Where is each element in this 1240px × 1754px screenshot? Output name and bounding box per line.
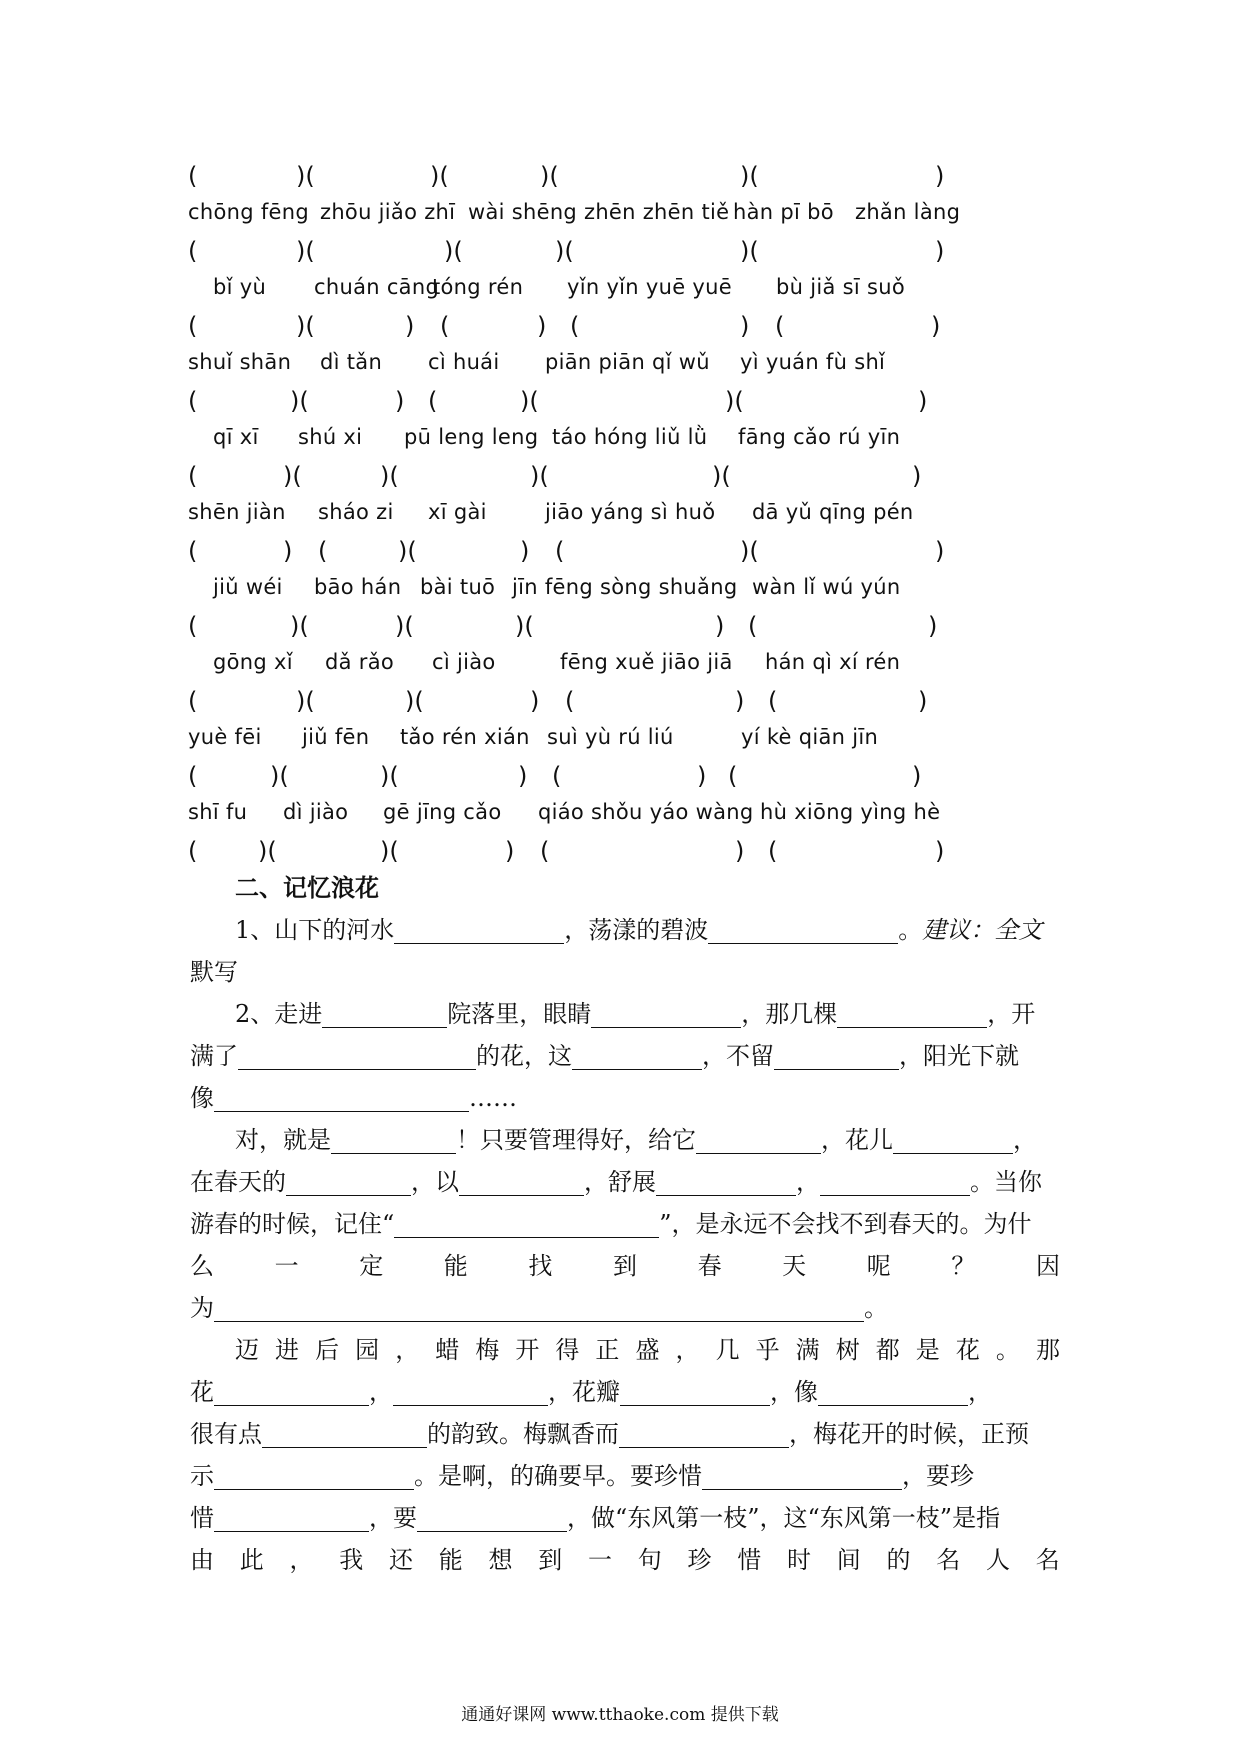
- text: ，: [369, 1378, 393, 1406]
- bracket: )(: [270, 762, 289, 790]
- pinyin-word: fāng cǎo rú yīn: [738, 425, 901, 449]
- paragraph-2-line-2: [190, 1162, 1060, 1202]
- paragraph-3-line-4: [190, 1456, 1060, 1496]
- bracket: )(: [395, 612, 414, 640]
- paragraph-2-line-1: [235, 1120, 1060, 1160]
- text: ，梅花开的时候，正预: [789, 1420, 1029, 1448]
- bracket: )(: [296, 312, 315, 340]
- text: 花: [190, 1378, 214, 1406]
- answer-blank[interactable]: [619, 1419, 789, 1448]
- bracket: )(: [296, 162, 315, 190]
- text: 的花，这: [476, 1042, 572, 1070]
- text: 的韵致。梅飘香而: [427, 1420, 619, 1448]
- pinyin-word: shú xi: [298, 425, 363, 449]
- bracket: )(: [398, 537, 417, 565]
- pinyin-word: jiāo yáng sì huǒ: [545, 500, 716, 524]
- answer-blank[interactable]: [417, 1503, 567, 1532]
- bracket: )(: [258, 837, 277, 865]
- pinyin-word: wài shēng: [468, 200, 578, 224]
- bracket: (: [555, 537, 565, 565]
- answer-blank[interactable]: [393, 1377, 548, 1406]
- pinyin-word: yì yuán fù shǐ: [740, 350, 886, 374]
- pinyin-word: chuán cāng: [314, 275, 440, 299]
- bracket: )(: [290, 612, 309, 640]
- bracket: ): [935, 837, 945, 865]
- pinyin-word: dā yǔ qīng pén: [752, 500, 914, 524]
- bracket: ): [735, 837, 745, 865]
- answer-blank[interactable]: [214, 1293, 864, 1322]
- bracket: )(: [296, 237, 315, 265]
- section-heading: 二、记忆浪花: [235, 874, 379, 902]
- char: 树: [835, 1336, 860, 1364]
- suggestion-note: 建议：全文: [922, 916, 1043, 944]
- pinyin-word: shēn jiàn: [188, 500, 286, 524]
- char: 人: [986, 1546, 1010, 1574]
- text: ，花瓣: [548, 1378, 620, 1406]
- pinyin-row-6: [0, 571, 1240, 607]
- char: 此: [239, 1546, 264, 1574]
- bracket: (: [188, 687, 198, 715]
- pinyin-row-7: [0, 646, 1240, 682]
- bracket: ): [405, 312, 415, 340]
- char: 呢: [866, 1252, 891, 1280]
- bracket: )(: [712, 462, 731, 490]
- bracket: ): [935, 162, 945, 190]
- answer-blank[interactable]: [214, 1083, 469, 1112]
- pinyin-row-4: [0, 421, 1240, 457]
- pinyin-word: piān piān qǐ wǔ: [545, 350, 710, 374]
- answer-blank[interactable]: [818, 1377, 968, 1406]
- text: ”，是永远不会找不到春天的。为什: [659, 1210, 1032, 1238]
- pinyin-row-5: [0, 496, 1240, 532]
- bracket: (: [188, 237, 198, 265]
- pinyin-row-3: [0, 346, 1240, 382]
- char: 么: [190, 1252, 214, 1280]
- pinyin-word: pū leng leng: [404, 425, 539, 449]
- bracket: (: [565, 687, 575, 715]
- pinyin-word: yuè fēi: [188, 725, 262, 749]
- pinyin-row-8: [0, 721, 1240, 757]
- char: 时: [787, 1546, 811, 1574]
- bracket: )(: [380, 762, 399, 790]
- char: 天: [782, 1252, 807, 1280]
- bracket: )(: [290, 387, 309, 415]
- char: 惜: [737, 1546, 762, 1574]
- bracket: ): [520, 537, 530, 565]
- bracket: )(: [520, 387, 539, 415]
- text: 为: [190, 1294, 214, 1322]
- bracket-row-4: [0, 385, 1240, 421]
- char: 能: [438, 1546, 463, 1574]
- char: 蜡: [435, 1336, 460, 1364]
- pinyin-word: tóng rén: [432, 275, 524, 299]
- char: 名: [936, 1546, 961, 1574]
- char: 我: [339, 1546, 364, 1574]
- char: 满: [795, 1336, 820, 1364]
- pinyin-word: cì jiào: [432, 650, 496, 674]
- char: 园: [355, 1336, 380, 1364]
- answer-blank[interactable]: [591, 999, 741, 1028]
- paragraph-2-line-3: [190, 1204, 1060, 1244]
- answer-blank[interactable]: [214, 1503, 369, 1532]
- char: 句: [637, 1546, 662, 1574]
- char: 能: [443, 1252, 468, 1280]
- pinyin-word: sháo zi: [318, 500, 394, 524]
- question-2-line-2: [190, 1036, 1060, 1076]
- text: 游春的时候，记住“: [190, 1210, 395, 1238]
- text: 很有点: [190, 1420, 262, 1448]
- bracket: (: [728, 762, 738, 790]
- char: 间: [836, 1546, 861, 1574]
- text: 示: [190, 1462, 214, 1490]
- pinyin-word: bù jiǎ sī suǒ: [776, 275, 905, 299]
- char: 名: [1035, 1546, 1060, 1574]
- answer-blank[interactable]: [696, 1125, 821, 1154]
- bracket-row-1: [0, 160, 1240, 196]
- pinyin-word: jiǔ wéi: [213, 575, 283, 599]
- bracket: ): [697, 762, 707, 790]
- char: 的: [886, 1546, 911, 1574]
- bracket: )(: [555, 237, 574, 265]
- bracket-row-6: [0, 535, 1240, 571]
- pinyin-word: yí kè qiān jīn: [741, 725, 879, 749]
- bracket: (: [775, 312, 785, 340]
- bracket: )(: [380, 837, 399, 865]
- bracket: )(: [725, 387, 744, 415]
- bracket-row-2: [0, 235, 1240, 271]
- text: 像: [190, 1084, 214, 1112]
- bracket: ): [935, 537, 945, 565]
- pinyin-word: shuǐ shān: [188, 350, 292, 374]
- text: ，: [796, 1168, 820, 1196]
- bracket: ): [395, 387, 405, 415]
- char: 到: [538, 1546, 563, 1574]
- pinyin-word: yǐn yǐn yuē yuē: [567, 275, 732, 299]
- question-1-line-2: 默写: [190, 958, 238, 986]
- page-footer: 通通好课网 www.tthaoke.com 提供下载: [461, 1705, 779, 1725]
- text: 。: [864, 1294, 888, 1322]
- char: 由: [190, 1546, 214, 1574]
- pinyin-word: chōng fēng: [188, 200, 309, 224]
- bracket: (: [768, 687, 778, 715]
- bracket: ): [283, 537, 293, 565]
- pinyin-word: bāo hán: [314, 575, 402, 599]
- answer-blank[interactable]: [459, 1167, 584, 1196]
- bracket: (: [428, 387, 438, 415]
- bracket: ): [918, 387, 928, 415]
- pinyin-word: bài tuō: [420, 575, 496, 599]
- char: 进: [275, 1336, 300, 1364]
- answer-blank[interactable]: [394, 915, 564, 944]
- text: ，以: [411, 1168, 459, 1196]
- text: ……: [469, 1084, 517, 1112]
- pinyin-word: gē jīng cǎo: [383, 800, 502, 824]
- answer-blank[interactable]: [572, 1041, 702, 1070]
- bracket: (: [188, 537, 198, 565]
- bracket: ): [518, 762, 528, 790]
- pinyin-word: dì jiào: [283, 800, 349, 824]
- bracket: )(: [430, 162, 449, 190]
- bracket: (: [318, 537, 328, 565]
- answer-blank[interactable]: [620, 1377, 770, 1406]
- char: 因: [1035, 1252, 1060, 1280]
- bracket: )(: [530, 462, 549, 490]
- answer-blank[interactable]: [286, 1167, 411, 1196]
- char: 想: [488, 1546, 513, 1574]
- bracket: )(: [515, 612, 534, 640]
- char: 开: [515, 1336, 540, 1364]
- question-1-line-1: [235, 910, 1060, 950]
- char: ？: [951, 1252, 976, 1280]
- bracket-row-10: [0, 835, 1240, 871]
- pinyin-word: zhēn zhēn tiě: [584, 200, 730, 224]
- char: 得: [555, 1336, 580, 1364]
- paragraph-3-line-3: [190, 1414, 1060, 1454]
- pinyin-word: jiǔ fēn: [302, 725, 370, 749]
- text: ，舒展: [584, 1168, 656, 1196]
- char: 那: [1035, 1336, 1060, 1364]
- answer-blank[interactable]: [837, 999, 987, 1028]
- bracket-row-7: [0, 610, 1240, 646]
- char: ，: [675, 1336, 700, 1364]
- answer-blank[interactable]: [708, 915, 898, 944]
- bracket: ): [505, 837, 515, 865]
- bracket: ): [715, 612, 725, 640]
- pinyin-word: dǎ rǎo: [325, 650, 395, 674]
- char: 一: [588, 1546, 612, 1574]
- text: 在春天的: [190, 1168, 286, 1196]
- bracket: )(: [740, 237, 759, 265]
- bracket-row-8: [0, 685, 1240, 721]
- text: 对，就是: [235, 1126, 331, 1154]
- question-2-line-3: [190, 1078, 1060, 1118]
- bracket: (: [540, 837, 550, 865]
- bracket: )(: [405, 687, 424, 715]
- bracket: (: [552, 762, 562, 790]
- text: 惜: [190, 1504, 214, 1532]
- pinyin-row-1: [0, 196, 1240, 232]
- pinyin-word: xī gài: [428, 500, 487, 524]
- bracket: (: [748, 612, 758, 640]
- char: 正: [595, 1336, 620, 1364]
- bracket: (: [570, 312, 580, 340]
- bracket: )(: [444, 237, 463, 265]
- bracket: (: [188, 462, 198, 490]
- bracket: )(: [296, 687, 315, 715]
- paragraph-3-line-2: [190, 1372, 1060, 1412]
- answer-blank[interactable]: [322, 999, 447, 1028]
- pinyin-word: jīn fēng sòng shuǎng: [512, 575, 738, 599]
- char: 盛: [635, 1336, 660, 1364]
- char: 。: [995, 1336, 1020, 1364]
- text: 。是啊，的确要早。要珍惜: [414, 1462, 702, 1490]
- text: ，: [1013, 1126, 1037, 1154]
- paragraph-2-line-4: [190, 1246, 1060, 1286]
- char: 珍: [687, 1546, 712, 1574]
- answer-blank[interactable]: [702, 1461, 902, 1490]
- paragraph-3-line-6: [190, 1540, 1060, 1580]
- pinyin-word: fēng xuě jiāo jiā: [560, 650, 733, 674]
- bracket: ): [935, 237, 945, 265]
- text: 满了: [190, 1042, 238, 1070]
- paragraph-3-line-1: [235, 1330, 1060, 1370]
- bracket: (: [188, 162, 198, 190]
- text: ，做“东风第一枝”，这“东风第一枝”是指: [567, 1504, 1001, 1532]
- paragraph-2-line-5: [190, 1288, 1060, 1328]
- bracket: ): [740, 312, 750, 340]
- bracket: )(: [740, 537, 759, 565]
- bracket: )(: [380, 462, 399, 490]
- pinyin-word: wàn lǐ wú yún: [752, 575, 901, 599]
- char: 找: [528, 1252, 553, 1280]
- bracket: ): [537, 312, 547, 340]
- bracket: ): [928, 612, 938, 640]
- char: 花: [955, 1336, 980, 1364]
- answer-blank[interactable]: [394, 1209, 659, 1238]
- paragraph-3-line-5: [190, 1498, 1060, 1538]
- pinyin-word: qī xī: [213, 425, 259, 449]
- char: ，: [289, 1546, 314, 1574]
- question-2-line-1: [235, 994, 1060, 1034]
- char: 后: [315, 1336, 340, 1364]
- char: 都: [875, 1336, 900, 1364]
- bracket: ): [912, 462, 922, 490]
- bracket: ): [931, 312, 941, 340]
- bracket: (: [188, 612, 198, 640]
- text: ，要: [369, 1504, 417, 1532]
- pinyin-word: zhōu jiǎo zhī: [320, 200, 456, 224]
- bracket: (: [188, 762, 198, 790]
- bracket: )(: [283, 462, 302, 490]
- char: 定: [359, 1252, 384, 1280]
- answer-blank[interactable]: [656, 1167, 796, 1196]
- text: 1、山下的河水: [235, 916, 395, 944]
- bracket-row-3: [0, 310, 1240, 346]
- char: 春: [697, 1252, 722, 1280]
- text: ，不留: [702, 1042, 774, 1070]
- text: ！只要管理得好，给它: [456, 1126, 696, 1154]
- bracket: ): [912, 762, 922, 790]
- bracket: ): [735, 687, 745, 715]
- pinyin-word: bǐ yù: [213, 275, 267, 299]
- bracket: ): [918, 687, 928, 715]
- pinyin-word: hàn pī bō: [733, 200, 834, 224]
- text: ，像: [770, 1378, 818, 1406]
- bracket: )(: [540, 162, 559, 190]
- char: 是: [915, 1336, 940, 1364]
- pinyin-word: dì tǎn: [320, 350, 383, 374]
- answer-blank[interactable]: [238, 1041, 476, 1070]
- answer-blank[interactable]: [331, 1125, 456, 1154]
- text: 2、走进: [235, 1000, 323, 1028]
- pinyin-word: táo hóng liǔ lǜ: [552, 425, 708, 449]
- answer-blank[interactable]: [774, 1041, 899, 1070]
- bracket: (: [440, 312, 450, 340]
- pinyin-word: shī fu: [188, 800, 248, 824]
- pinyin-word: tǎo rén xián: [400, 725, 530, 749]
- text: 。: [898, 916, 923, 944]
- answer-blank[interactable]: [262, 1419, 427, 1448]
- text: ，那几棵: [741, 1000, 838, 1028]
- char: 到: [612, 1252, 637, 1280]
- answer-blank[interactable]: [214, 1461, 414, 1490]
- text: 院落里，眼睛: [447, 1000, 592, 1028]
- char: ，: [395, 1336, 420, 1364]
- char: 乎: [755, 1336, 780, 1364]
- char: 几: [715, 1336, 740, 1364]
- text: ，花儿: [821, 1126, 893, 1154]
- pinyin-word: cì huái: [428, 350, 500, 374]
- bracket: ): [530, 687, 540, 715]
- char: 还: [389, 1546, 413, 1574]
- bracket: (: [188, 387, 198, 415]
- bracket: (: [188, 312, 198, 340]
- bracket-row-5: [0, 460, 1240, 496]
- char: 迈: [235, 1336, 259, 1364]
- char: 一: [274, 1252, 299, 1280]
- pinyin-word: suì yù rú liú: [547, 725, 674, 749]
- pinyin-word: zhǎn làng: [855, 200, 961, 224]
- text: ，: [968, 1378, 992, 1406]
- char: 梅: [475, 1336, 500, 1364]
- bracket: (: [768, 837, 778, 865]
- answer-blank[interactable]: [893, 1125, 1013, 1154]
- bracket: )(: [740, 162, 759, 190]
- bracket: (: [188, 837, 198, 865]
- bracket-row-9: [0, 760, 1240, 796]
- pinyin-word: qiáo shǒu yáo wàng: [538, 800, 754, 824]
- text: ，要珍: [902, 1462, 974, 1490]
- pinyin-word: hù xiōng yìng hè: [760, 800, 941, 824]
- pinyin-word: gōng xǐ: [213, 650, 293, 674]
- pinyin-word: hán qì xí rén: [765, 650, 901, 674]
- text: ，阳光下就: [899, 1042, 1019, 1070]
- text: ，荡漾的碧波: [564, 916, 709, 944]
- answer-blank[interactable]: [214, 1377, 369, 1406]
- text: 。当你: [970, 1168, 1042, 1196]
- pinyin-row-9: [0, 796, 1240, 832]
- text: ，开: [987, 1000, 1036, 1028]
- answer-blank[interactable]: [820, 1167, 970, 1196]
- pinyin-row-2: [0, 271, 1240, 307]
